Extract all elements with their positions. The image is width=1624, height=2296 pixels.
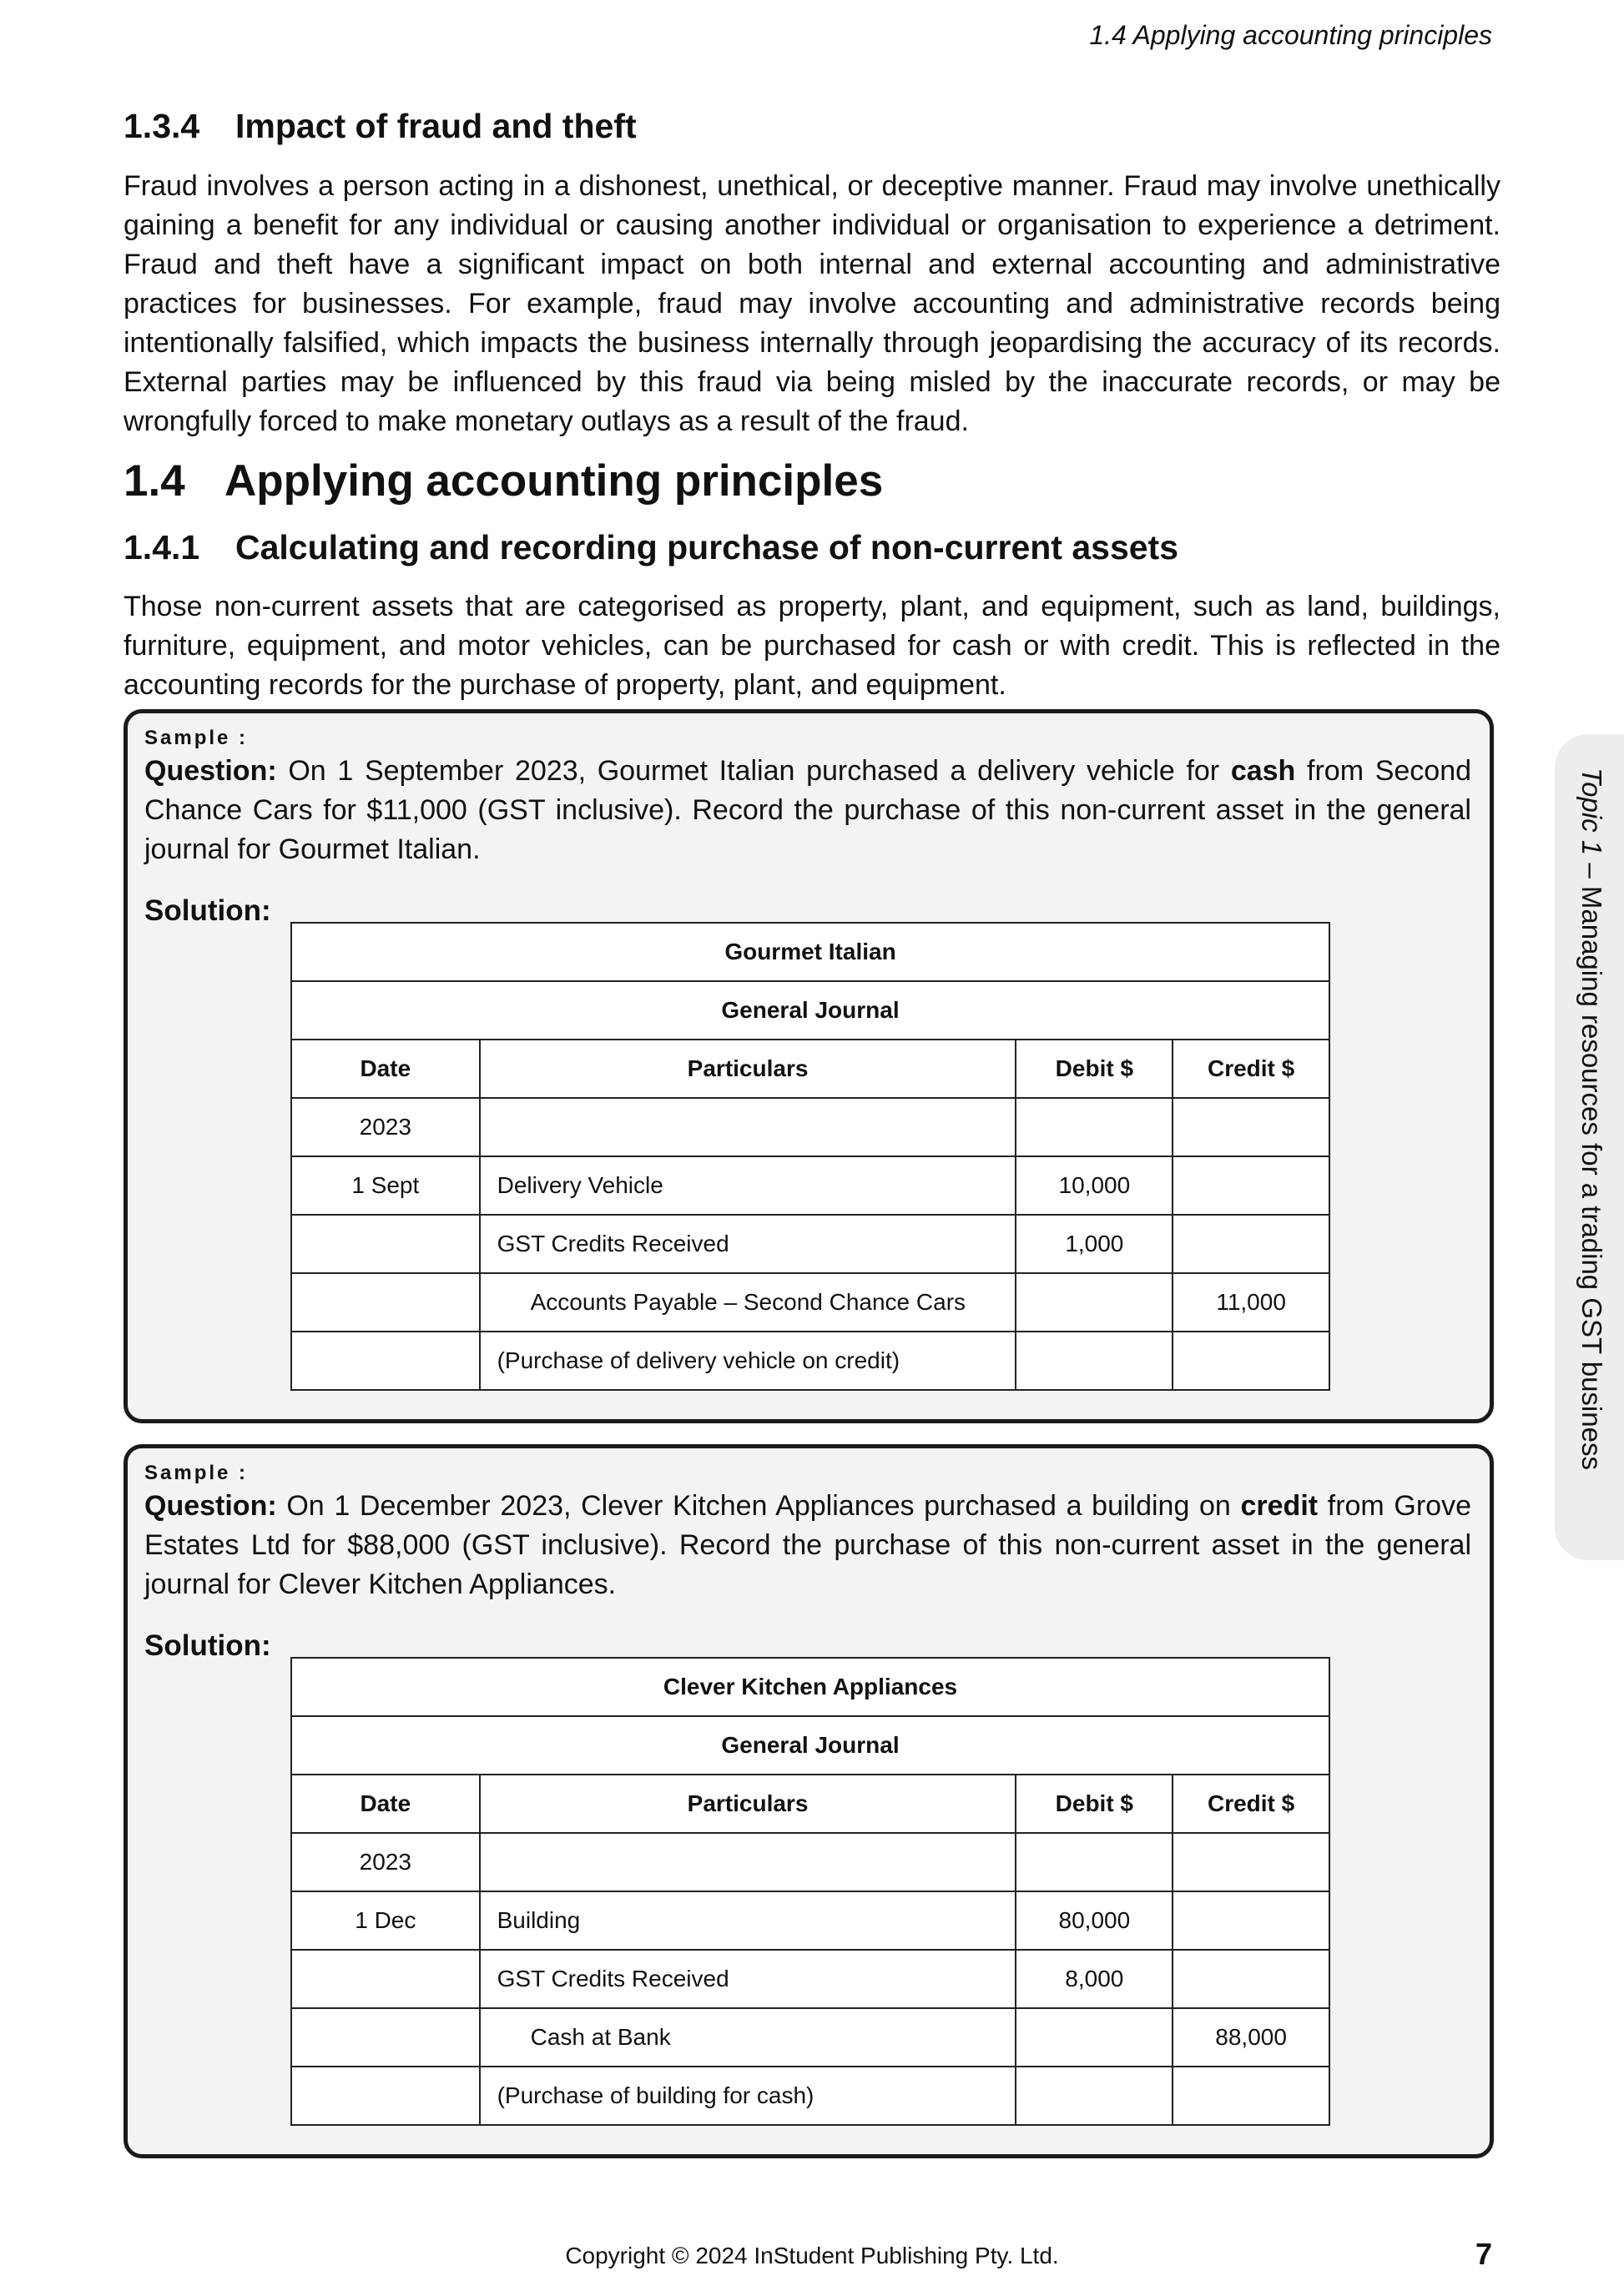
topic-side-tab-label (1562, 768, 1621, 1535)
journal-title: General Journal (291, 1716, 1329, 1775)
question-text: from Second Chance Cars for $11,000 (GST inclusive). Record the purchase of this non-current asset in the general journal for Gourmet Italian. (144, 755, 1472, 865)
table-row (291, 1215, 1329, 1273)
journal-business-row (291, 923, 1329, 981)
cell-particulars: GST Credits Received (480, 1950, 1016, 2008)
column-header-date: Date (291, 1775, 480, 1833)
journal-header-row (291, 1040, 1329, 1098)
sample-question (144, 1487, 1471, 1604)
cell-credit: 11,000 (1173, 1273, 1329, 1332)
cell-date: 1 Sept (291, 1156, 480, 1215)
section-title: Calculating and recording purchase of non-current assets (235, 528, 1179, 566)
sample-box-1 (124, 709, 1494, 1423)
section-heading-1-3-4 (124, 107, 637, 146)
section-title: Impact of fraud and theft (235, 107, 637, 145)
cell-debit (1016, 2067, 1173, 2125)
sample-label: Sample : (144, 1462, 249, 1484)
cell-credit (1173, 1215, 1329, 1273)
cell-particulars: Building (480, 1891, 1016, 1950)
sample-question (144, 752, 1471, 869)
copyright-footer: Copyright © 2024 InStudent Publishing Pty. Ltd. (565, 2243, 1059, 2268)
sample-label: Sample : (144, 727, 249, 749)
cell-date: 2023 (291, 1098, 480, 1156)
cell-date (291, 1332, 480, 1390)
question-label: Question: (144, 755, 277, 787)
cell-debit: 8,000 (1016, 1950, 1173, 2008)
cell-debit: 1,000 (1016, 1215, 1173, 1273)
non-current-assets-paragraph: Those non-current assets that are categorised as property, plant, and equipment, such as land, buildings, furniture, equipment, and motor vehicles, can be purchased for cash or with credit. This is reflected in the accounting records for the purchase of property, plant, and equipment. (124, 591, 1500, 701)
running-header: 1.4 Applying accounting principles (1089, 20, 1492, 50)
cell-credit: 88,000 (1173, 2008, 1329, 2067)
cell-particulars (480, 1098, 1016, 1156)
question-emphasis: credit (1240, 1490, 1319, 1522)
column-header-debit: Debit $ (1016, 1040, 1173, 1098)
journal-business-name: Gourmet Italian (291, 923, 1329, 981)
cell-debit (1016, 1273, 1173, 1332)
table-row (291, 1891, 1329, 1950)
cell-date (291, 1273, 480, 1332)
cell-credit (1173, 1332, 1329, 1390)
cell-particulars (480, 1833, 1016, 1891)
journal-business-name: Clever Kitchen Appliances (291, 1658, 1329, 1716)
table-row (291, 2067, 1329, 2125)
journal-business-row (291, 1658, 1329, 1716)
journal-title-row (291, 1716, 1329, 1775)
cell-date (291, 1950, 480, 2008)
cell-debit: 10,000 (1016, 1156, 1173, 1215)
table-row (291, 1156, 1329, 1215)
cell-debit (1016, 1332, 1173, 1390)
question-label: Question: (144, 1490, 277, 1522)
cell-particulars: Delivery Vehicle (480, 1156, 1016, 1215)
section-heading-1-4-1 (124, 528, 1178, 567)
table-row (291, 1273, 1329, 1332)
cell-debit: 80,000 (1016, 1891, 1173, 1950)
cell-particulars: (Purchase of building for cash) (480, 2067, 1016, 2125)
cell-debit (1016, 1833, 1173, 1891)
cell-date: 1 Dec (291, 1891, 480, 1950)
cell-particulars: (Purchase of delivery vehicle on credit) (480, 1332, 1016, 1390)
cell-particulars: Accounts Payable – Second Chance Cars (480, 1273, 1016, 1332)
journal-header-row (291, 1775, 1329, 1833)
section-number: 1.4.1 (124, 528, 200, 566)
cell-credit (1173, 1950, 1329, 2008)
table-row (291, 2008, 1329, 2067)
cell-credit (1173, 1833, 1329, 1891)
cell-debit (1016, 1098, 1173, 1156)
section-heading-1-4 (124, 456, 883, 506)
column-header-debit: Debit $ (1016, 1775, 1173, 1833)
cell-date (291, 2067, 480, 2125)
cell-date: 2023 (291, 1833, 480, 1891)
cell-date (291, 2008, 480, 2067)
section-number: 1.4 (124, 456, 185, 506)
question-text: On 1 September 2023, Gourmet Italian purchased a delivery vehicle for (288, 755, 1220, 787)
cell-credit (1173, 1891, 1329, 1950)
cell-debit (1016, 2008, 1173, 2067)
fraud-paragraph: Fraud involves a person acting in a dishonest, unethical, or deceptive manner. Fraud may involve unethically gaining a benefit for any individual or causing another individual or organisation to experience a detriment. Fraud and theft have a significant impact on both internal and external accounting and administrative practices for businesses. For example, fraud may involve accounting and administrative records being intentionally falsified, which impacts the business internally through jeopardising the accuracy of its records. External parties may be influenced by this fraud via being misled by the inaccurate records, or may be wrongfully forced to make monetary outlays as a result of the fraud. (124, 170, 1500, 437)
cell-credit (1173, 2067, 1329, 2125)
general-journal-table (290, 922, 1330, 1391)
table-row (291, 1332, 1329, 1390)
solution-label: Solution: (144, 1629, 271, 1662)
column-header-particulars: Particulars (480, 1040, 1016, 1098)
cell-particulars: Cash at Bank (480, 2008, 1016, 2067)
table-row (291, 1098, 1329, 1156)
table-row (291, 1950, 1329, 2008)
section-number: 1.3.4 (124, 107, 200, 145)
section-title: Applying accounting principles (224, 456, 884, 506)
column-header-particulars: Particulars (480, 1775, 1016, 1833)
question-text: On 1 December 2023, Clever Kitchen Appliances purchased a building on (286, 1490, 1231, 1522)
journal-title: General Journal (291, 981, 1329, 1040)
cell-credit (1173, 1156, 1329, 1215)
topic-title: – Managing resources for a trading GST business (1576, 855, 1607, 1470)
topic-number: Topic 1 (1576, 768, 1607, 856)
column-header-credit: Credit $ (1173, 1040, 1329, 1098)
column-header-date: Date (291, 1040, 480, 1098)
cell-date (291, 1215, 480, 1273)
question-text: from Grove Estates Ltd for $88,000 (GST inclusive). Record the purchase of this non-current asset in the general journal for Clever Kitchen Appliances. (144, 1490, 1471, 1600)
sample-box-2 (124, 1444, 1494, 2158)
general-journal-table (290, 1657, 1330, 2126)
journal-title-row (291, 981, 1329, 1040)
page-number: 7 (1475, 2237, 1492, 2271)
cell-particulars: GST Credits Received (480, 1215, 1016, 1273)
table-row (291, 1833, 1329, 1891)
column-header-credit: Credit $ (1173, 1775, 1329, 1833)
cell-credit (1173, 1098, 1329, 1156)
question-emphasis: cash (1230, 755, 1296, 787)
solution-label: Solution: (144, 894, 271, 927)
